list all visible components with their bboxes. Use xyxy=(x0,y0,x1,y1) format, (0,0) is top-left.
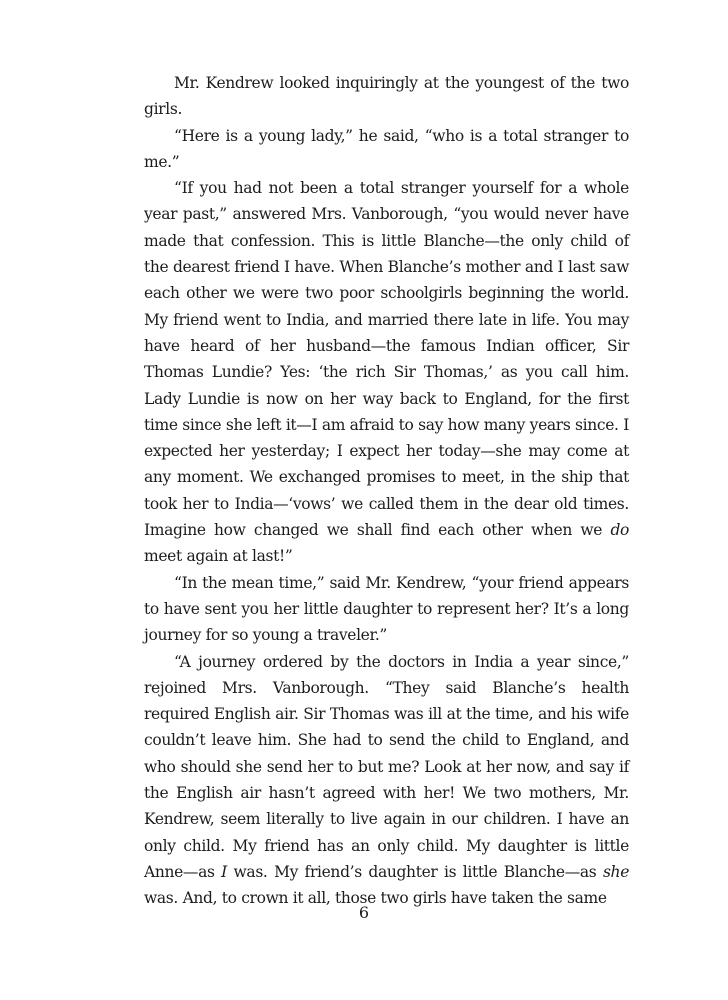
paragraph xyxy=(144,570,629,649)
text-run: meet again at last!” xyxy=(144,547,293,566)
paragraph xyxy=(144,70,629,123)
paragraph xyxy=(144,175,629,569)
paragraph xyxy=(144,649,629,912)
body-text xyxy=(144,70,629,912)
emphasized-text: I xyxy=(221,862,227,881)
text-run: “Here is a young lady,” he said, “who is a total stranger to me.” xyxy=(144,126,629,171)
text-run: was. And, to crown it all, those two girls have taken the same xyxy=(144,889,607,908)
page-number: 6 xyxy=(358,903,370,922)
paragraph xyxy=(144,123,629,176)
text-run: “If you had not been a total stranger yourself for a whole year past,” answered Mrs. Vanborough, “you would never have made that confession. This is little Blanche—the only child of the dearest friend I have. When Blanche’s mother and I last saw each other we were two poor schoolgirls beginning the world. My friend went to India, and married there late in life. You may have heard of her husband—the famous Indian officer, Sir Thomas Lundie? Yes: ‘the rich Sir Thomas,’ as you call him. Lady Lundie is now on her way back to England, for the first time since she left it—I am afraid to say how many years since. I expected her yesterday; I expect her today—she may come at any moment. We exchanged promises to meet, in the ship that took her to India—‘vows’ we called them in the dear old times. Imagine how changed we shall find each other when we xyxy=(144,179,629,540)
emphasized-text: she xyxy=(602,862,630,881)
text-run: “In the mean time,” said Mr. Kendrew, “your friend appears to have sent you her little daughter to represent her? It’s a long journey for so young a traveler.” xyxy=(144,573,629,645)
emphasized-text: do xyxy=(610,521,629,540)
text-run: Mr. Kendrew looked inquiringly at the youngest of the two girls. xyxy=(144,74,629,119)
text-run: was. My friend’s daughter is little Blanche—as xyxy=(226,862,603,881)
text-run: “A journey ordered by the doctors in India a year since,” rejoined Mrs. Vanborough. “They said Blanche’s health required English air. Sir Thomas was ill at the time, and his wife couldn’t leave him. She had to send the child to England, and who should she send her to but me? Look at her now, and say if the English air hasn’t agreed with her! We two mothers, Mr. Kendrew, seem literally to live again in our children. I have an only child. My friend has an only child. My daughter is little Anne—as xyxy=(144,652,629,881)
